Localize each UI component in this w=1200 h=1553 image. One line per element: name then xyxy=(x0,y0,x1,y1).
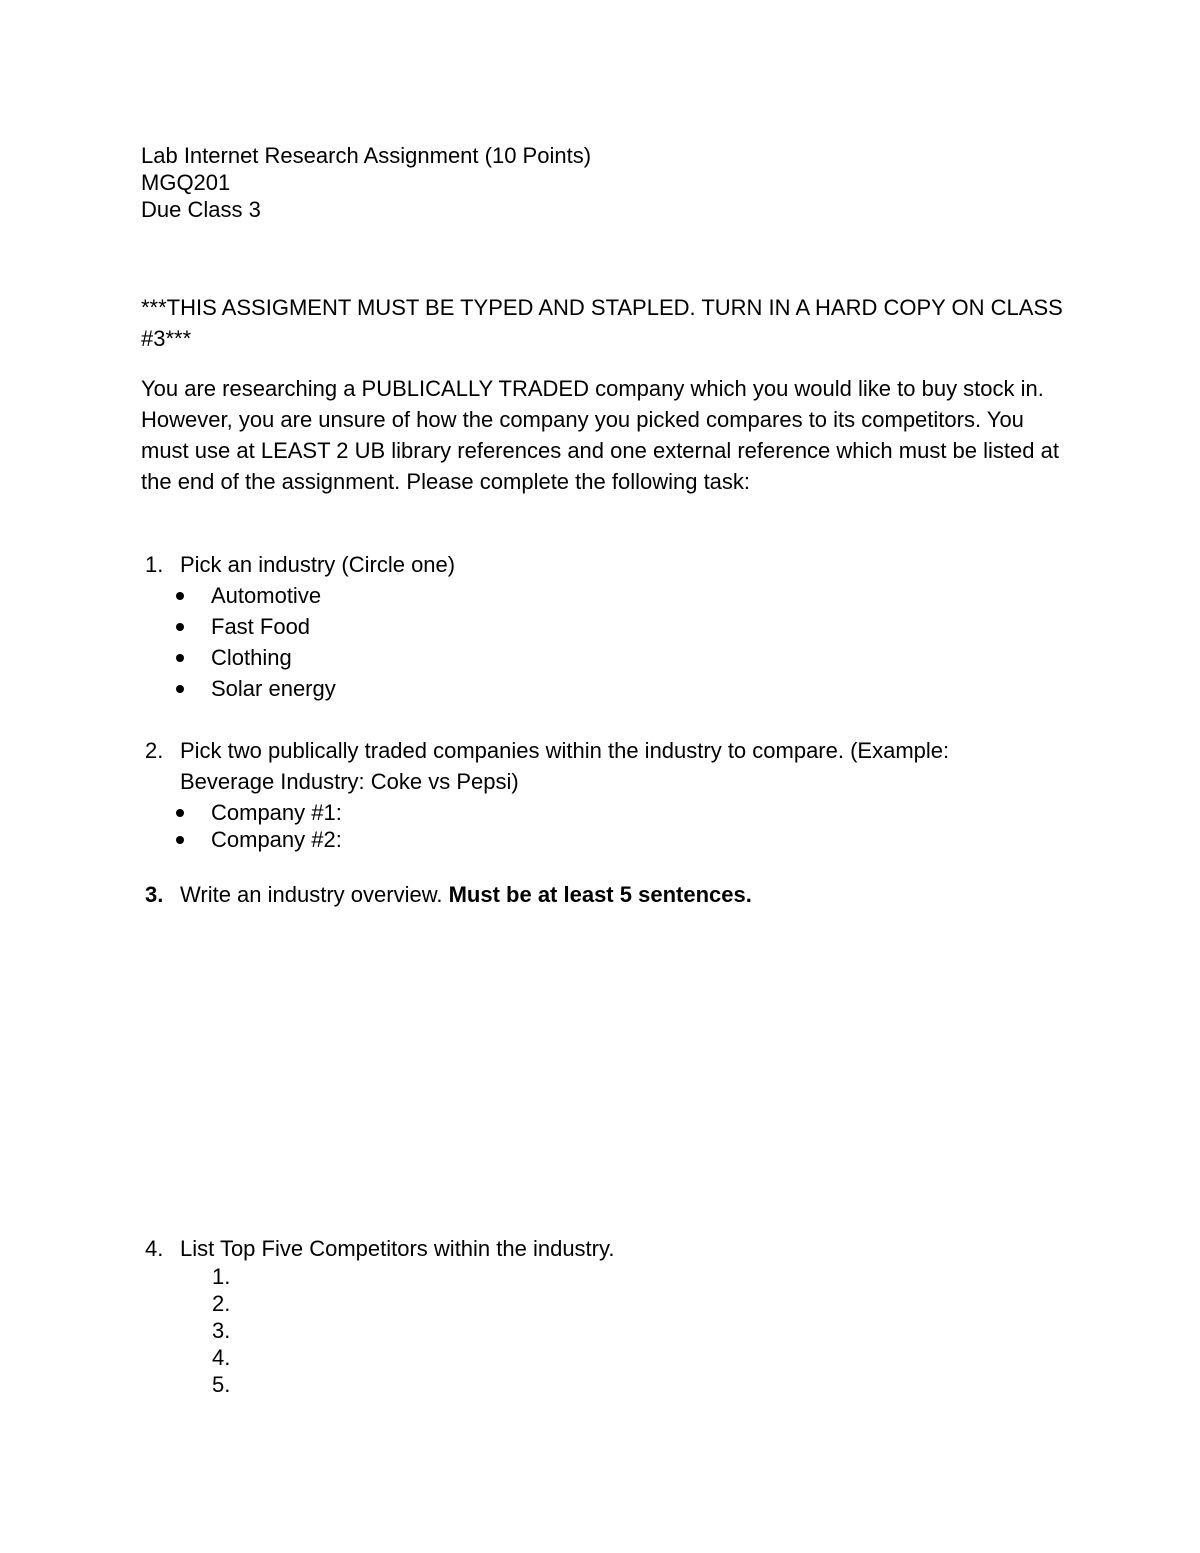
bullet-icon xyxy=(176,623,184,631)
competitor-slot: 2. xyxy=(212,1291,231,1316)
bullet-icon xyxy=(176,685,184,693)
industry-option: Clothing xyxy=(211,645,292,670)
bullet-icon xyxy=(176,809,184,817)
task-1-text: Pick an industry (Circle one) xyxy=(180,552,456,577)
course-code: MGQ201 xyxy=(141,170,231,195)
bullet-icon xyxy=(176,592,184,600)
industry-option: Solar energy xyxy=(211,676,336,701)
company-slot: Company #1: xyxy=(211,800,342,825)
due-date: Due Class 3 xyxy=(141,197,261,222)
competitor-slot: 3. xyxy=(212,1318,231,1343)
industry-option: Automotive xyxy=(211,583,322,608)
competitor-slot: 1. xyxy=(212,1264,231,1289)
assignment-title: Lab Internet Research Assignment (10 Points) xyxy=(141,143,592,168)
competitor-slot: 5. xyxy=(212,1372,231,1397)
task-3-text xyxy=(180,879,752,910)
task-1-number: 1. xyxy=(145,552,164,577)
task-3-requirement: Must be at least 5 sentences. xyxy=(448,882,752,907)
bullet-icon xyxy=(176,654,184,662)
task-3-number: 3. xyxy=(145,882,164,907)
industry-option: Fast Food xyxy=(211,614,311,639)
task-2-number: 2. xyxy=(145,738,164,763)
task-4-number: 4. xyxy=(145,1236,164,1261)
task-3-instruction: Write an industry overview. xyxy=(180,882,449,907)
bullet-icon xyxy=(176,836,184,844)
task-2-text-line-2: Beverage Industry: Coke vs Pepsi) xyxy=(180,769,519,794)
notice-text: ***THIS ASSIGMENT MUST BE TYPED AND STAPLED. TURN IN A HARD COPY ON CLASS #3*** xyxy=(141,295,1063,351)
task-4-text: List Top Five Competitors within the industry. xyxy=(180,1236,615,1261)
competitor-slot: 4. xyxy=(212,1345,231,1370)
intro-paragraph: You are researching a PUBLICALLY TRADED company which you would like to buy stock in. However, you are unsure of how the company you picked compares to its competitors. You must use at LEAST 2 UB library references and one external reference which must be listed at the end of the assignment. Please complete the following task: xyxy=(141,376,1059,494)
task-2-text-line-1: Pick two publically traded companies within the industry to compare. (Example: xyxy=(180,738,950,763)
company-slot: Company #2: xyxy=(211,827,342,852)
